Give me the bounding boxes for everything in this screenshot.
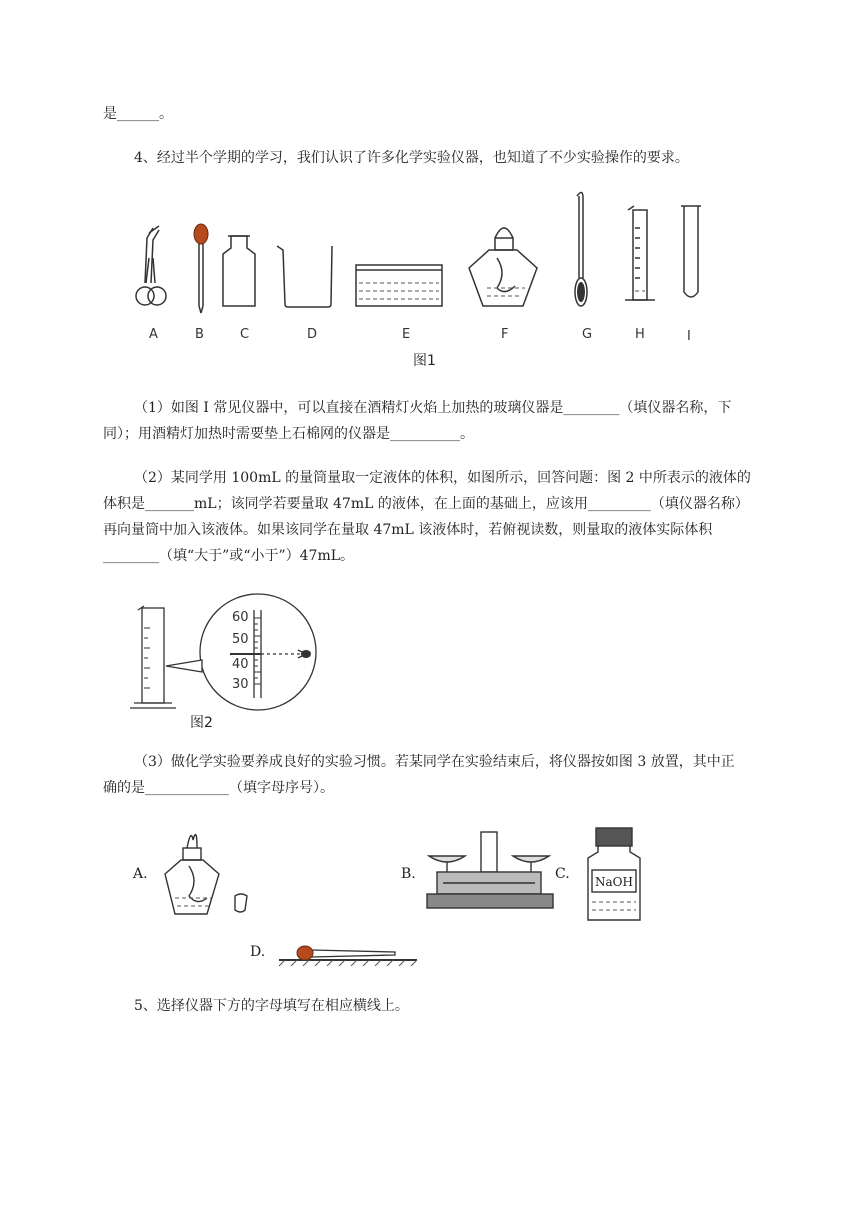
question-5-title: 5、选择仪器下方的字母填写在相应横线上。 xyxy=(134,998,409,1014)
question-4-title: 4、经过半个学期的学习，我们认识了许多化学实验仪器，也知道了不少实验操作的要求。 xyxy=(134,150,689,166)
q4-part1-line1: （1）如图 I 常见仪器中，可以直接在酒精灯火焰上加热的玻璃仪器是________（填仪器名称，下 xyxy=(134,400,732,416)
figure-1-instruments xyxy=(125,188,725,358)
trough xyxy=(356,265,442,306)
q4-part2-line2: 体积是_______mL；该同学若要量取 47mL 的液体，在上面的基础上，应该用_________（填仪器名称） xyxy=(103,496,749,512)
fig1-label-d: D xyxy=(307,327,318,342)
fig3-lamp-with-cap xyxy=(155,826,255,921)
fig3-label-c: C. xyxy=(555,866,570,882)
fig3-label-d: D. xyxy=(250,944,266,960)
fig2-scale-40: 40 xyxy=(232,657,249,672)
fig1-label-i: I xyxy=(687,329,691,344)
q4-part2-line3: 再向量筒中加入该液体。如果该同学在量取 47mL 该液体时，若俯视读数，则量取的液体实际体积 xyxy=(103,522,713,538)
dropper xyxy=(199,243,203,313)
fig1-label-g: G xyxy=(582,327,593,342)
fig3-naoh-bottle xyxy=(584,824,644,924)
crucible-tongs xyxy=(136,226,166,305)
fig3-label-a: A. xyxy=(133,866,148,882)
previous-question-tail: 是______。 xyxy=(103,106,173,122)
fig2-scale-50: 50 xyxy=(232,632,249,647)
test-tube xyxy=(684,206,698,297)
fig3-dropper-on-table xyxy=(275,938,420,970)
figure-1-caption: 图1 xyxy=(413,353,436,369)
fig1-label-a: A xyxy=(149,327,158,342)
q4-part3-line2: 确的是____________（填字母序号）。 xyxy=(103,780,334,796)
q4-part2-line4: ________（填“大于”或“小于”）47mL。 xyxy=(103,548,355,564)
q4-part2-line1: （2）某同学用 100mL 的量筒量取一定液体的体积，如图所示，回答问题：图 2 中所表示的液体的 xyxy=(134,470,751,486)
fig1-label-c: C xyxy=(240,327,250,342)
graduated-cylinder xyxy=(625,206,655,300)
fig3-balance xyxy=(423,828,558,918)
fig2-scale-30: 30 xyxy=(232,677,249,692)
beaker xyxy=(277,246,332,307)
figure-2-cylinder-reading xyxy=(130,588,330,728)
q4-part3-line1: （3）做化学实验要养成良好的实验习惯。若某同学在实验结束后，将仪器按如图 3 放置，其中正 xyxy=(134,754,735,770)
reagent-bottle xyxy=(223,236,255,306)
fig1-label-e: E xyxy=(402,327,411,342)
q4-part1-line2: 同）；用酒精灯加热时需要垫上石棉网的仪器是__________。 xyxy=(103,426,474,442)
naoh-label: NaOH xyxy=(595,875,633,889)
fig1-label-b: B xyxy=(195,327,204,342)
fig3-label-b: B. xyxy=(401,866,416,882)
fig1-label-h: H xyxy=(635,327,645,342)
figure-2-caption: 图2 xyxy=(190,715,213,731)
fig1-label-f: F xyxy=(501,327,509,342)
alcohol-lamp xyxy=(469,228,537,306)
fig2-scale-60: 60 xyxy=(232,610,249,625)
